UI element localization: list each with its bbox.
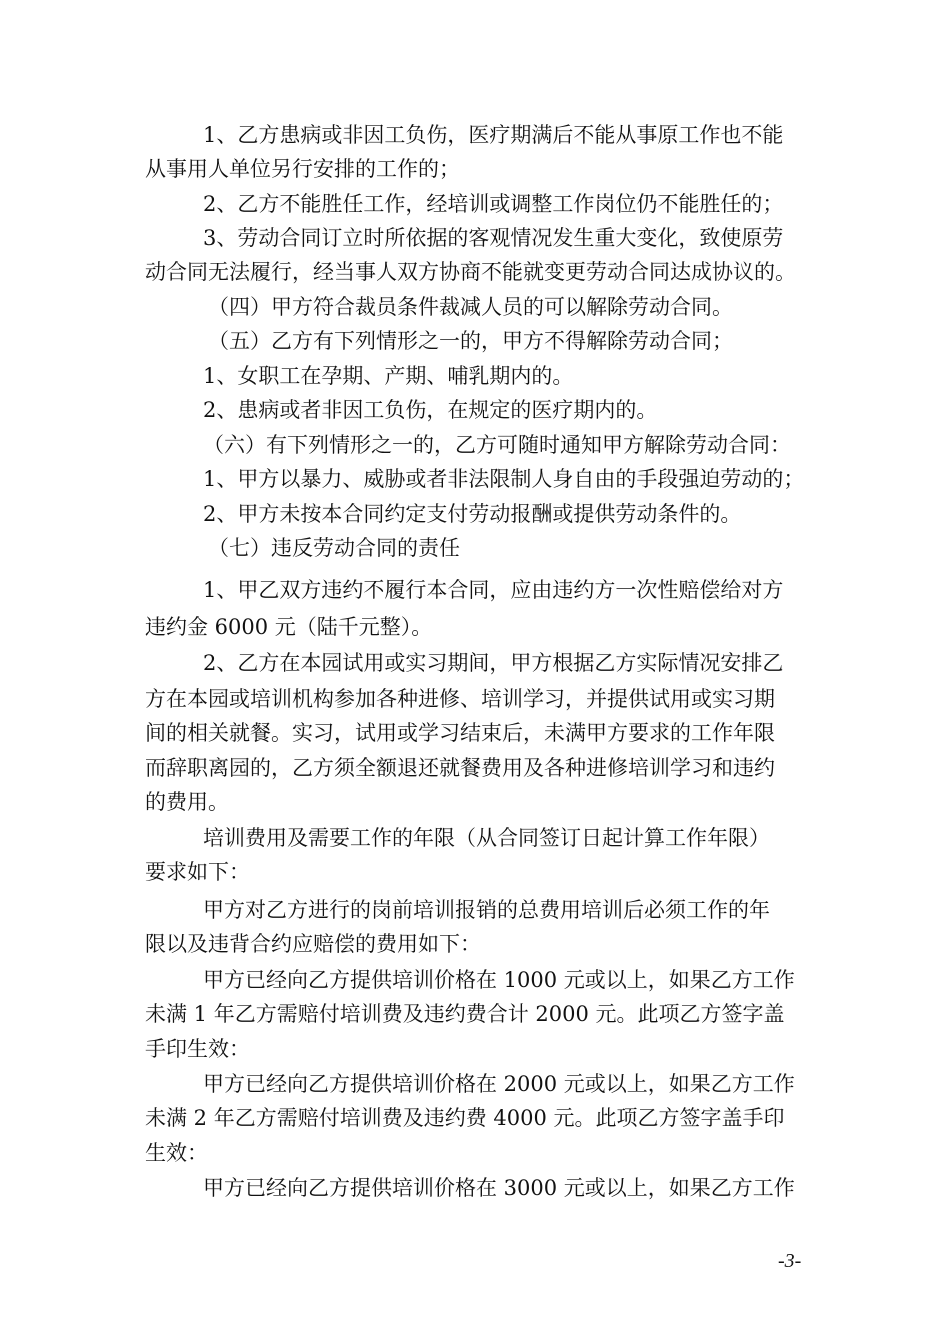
text-line: 要求如下： bbox=[145, 860, 250, 884]
text-line: 间的相关就餐。实习，试用或学习结束后，未满甲方要求的工作年限 bbox=[145, 721, 775, 745]
text-line: 甲方已经向乙方提供培训价格在 2000 元或以上，如果乙方工作 bbox=[203, 1072, 795, 1096]
text-line: 甲方已经向乙方提供培训价格在 1000 元或以上，如果乙方工作 bbox=[203, 968, 795, 992]
text-line: 未满 2 年乙方需赔付培训费及违约费 4000 元。此项乙方签字盖手印 bbox=[145, 1106, 785, 1130]
text-line: 2、乙方不能胜任工作，经培训或调整工作岗位仍不能胜任的； bbox=[203, 192, 784, 216]
text-line: （六）有下列情形之一的，乙方可随时通知甲方解除劳动合同： bbox=[203, 433, 791, 457]
text-line: 手印生效： bbox=[145, 1037, 250, 1061]
text-line: 1、甲乙双方违约不履行本合同，应由违约方一次性赔偿给对方 bbox=[203, 578, 784, 602]
text-line: 1、乙方患病或非因工负伤，医疗期满后不能从事原工作也不能 bbox=[203, 123, 784, 147]
text-line: 2、甲方未按本合同约定支付劳动报酬或提供劳动条件的。 bbox=[203, 502, 742, 526]
text-line: 而辞职离园的，乙方须全额退还就餐费用及各种进修培训学习和违约 bbox=[145, 756, 775, 780]
text-line: 培训费用及需要工作的年限（从合同签订日起计算工作年限） bbox=[203, 826, 770, 850]
text-line: 甲方对乙方进行的岗前培训报销的总费用培训后必须工作的年 bbox=[203, 898, 770, 922]
text-line: 甲方已经向乙方提供培训价格在 3000 元或以上，如果乙方工作 bbox=[203, 1176, 795, 1200]
text-line: （七）违反劳动合同的责任 bbox=[208, 536, 460, 560]
text-line: 生效： bbox=[145, 1141, 208, 1165]
text-line: 3、劳动合同订立时所依据的客观情况发生重大变化，致使原劳 bbox=[203, 226, 784, 250]
text-line: 1、甲方以暴力、威胁或者非法限制人身自由的手段强迫劳动的； bbox=[203, 467, 805, 491]
text-line: 从事用人单位另行安排的工作的； bbox=[145, 157, 460, 181]
text-line: 2、乙方在本园试用或实习期间，甲方根据乙方实际情况安排乙 bbox=[203, 651, 784, 675]
page-number: -3- bbox=[778, 1250, 802, 1272]
text-line: （五）乙方有下列情形之一的，甲方不得解除劳动合同； bbox=[208, 329, 733, 353]
text-line: 动合同无法履行，经当事人双方协商不能就变更劳动合同达成协议的。 bbox=[145, 260, 796, 284]
text-line: 2、患病或者非因工负伤，在规定的医疗期内的。 bbox=[203, 398, 658, 422]
text-line: 的费用。 bbox=[145, 790, 229, 814]
text-line: 1、女职工在孕期、产期、哺乳期内的。 bbox=[203, 364, 574, 388]
text-line: （四）甲方符合裁员条件裁减人员的可以解除劳动合同。 bbox=[208, 295, 733, 319]
text-line: 违约金 6000 元（陆千元整）。 bbox=[145, 615, 433, 639]
text-line: 方在本园或培训机构参加各种进修、培训学习，并提供试用或实习期 bbox=[145, 687, 775, 711]
text-line: 未满 1 年乙方需赔付培训费及违约费合计 2000 元。此项乙方签字盖 bbox=[145, 1002, 785, 1026]
text-line: 限以及违背合约应赔偿的费用如下： bbox=[145, 932, 481, 956]
